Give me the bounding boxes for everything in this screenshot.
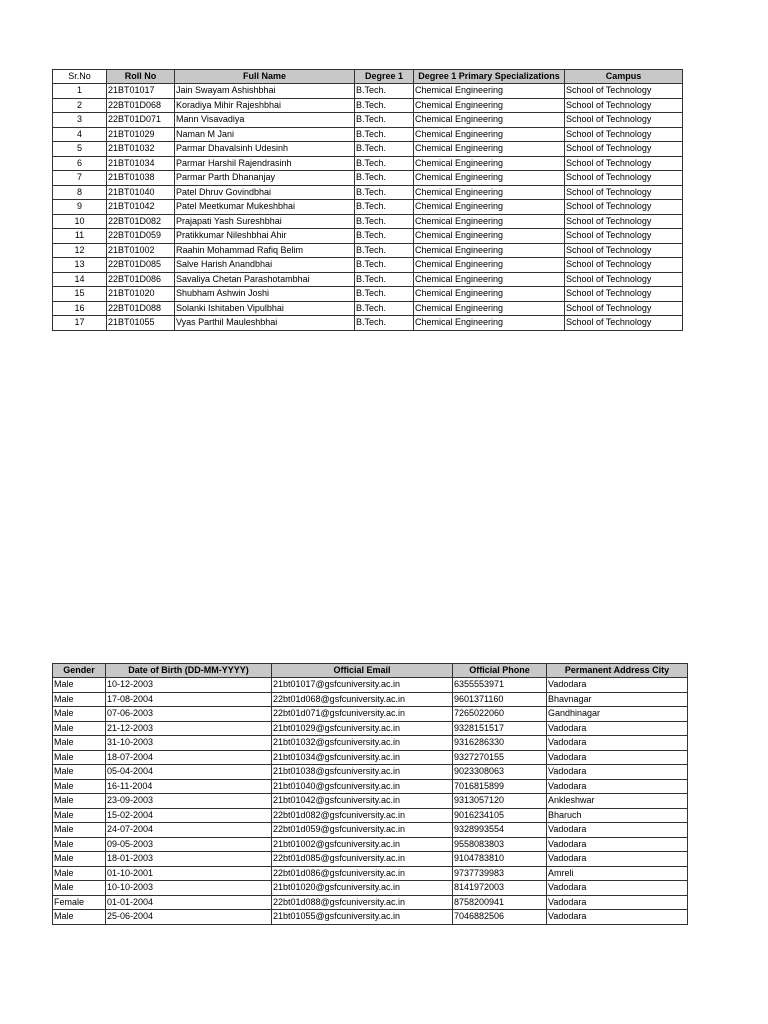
cell-campus: School of Technology [565,98,683,113]
cell-degree: B.Tech. [355,185,414,200]
cell-campus: School of Technology [565,142,683,157]
cell-gender: Male [53,765,106,780]
cell-full-name: Parmar Parth Dhananjay [175,171,355,186]
table-row [53,736,688,751]
cell-full-name: Salve Harish Anandbhai [175,258,355,273]
cell-date-of-birth: 16-11-2004 [106,779,272,794]
cell-date-of-birth: 24-07-2004 [106,823,272,838]
table-row [53,84,683,99]
cell-address-city: Gandhinagar [547,707,688,722]
cell-address-city: Bhavnagar [547,692,688,707]
cell-specialization: Chemical Engineering [414,258,565,273]
cell-official-email: 22bt01d068@gsfcuniversity.ac.in [272,692,453,707]
cell-official-phone: 7265022060 [453,707,547,722]
cell-gender: Male [53,692,106,707]
cell-date-of-birth: 18-07-2004 [106,750,272,765]
cell-gender: Male [53,736,106,751]
cell-official-phone: 9316286330 [453,736,547,751]
cell-official-phone: 9016234105 [453,808,547,823]
cell-specialization: Chemical Engineering [414,272,565,287]
cell-campus: School of Technology [565,301,683,316]
cell-gender: Male [53,721,106,736]
cell-full-name: Shubham Ashwin Joshi [175,287,355,302]
cell-date-of-birth: 01-10-2001 [106,866,272,881]
table-row [53,214,683,229]
cell-degree: B.Tech. [355,156,414,171]
cell-sr-no: 2 [53,98,107,113]
cell-official-phone: 9327270155 [453,750,547,765]
cell-official-email: 21bt01002@gsfcuniversity.ac.in [272,837,453,852]
table-row [53,127,683,142]
cell-specialization: Chemical Engineering [414,113,565,128]
cell-date-of-birth: 10-12-2003 [106,678,272,693]
cell-address-city: Vadodara [547,881,688,896]
table-row [53,171,683,186]
cell-date-of-birth: 10-10-2003 [106,881,272,896]
cell-gender: Male [53,794,106,809]
cell-roll-no: 22BT01D071 [107,113,175,128]
cell-roll-no: 21BT01034 [107,156,175,171]
cell-date-of-birth: 15-02-2004 [106,808,272,823]
cell-gender: Male [53,823,106,838]
cell-gender: Male [53,808,106,823]
cell-sr-no: 17 [53,316,107,331]
table-row [53,881,688,896]
cell-date-of-birth: 05-04-2004 [106,765,272,780]
cell-date-of-birth: 18-01-2003 [106,852,272,867]
cell-sr-no: 9 [53,200,107,215]
cell-official-email: 22bt01d059@gsfcuniversity.ac.in [272,823,453,838]
cell-sr-no: 11 [53,229,107,244]
cell-official-phone: 7046882506 [453,910,547,925]
cell-degree: B.Tech. [355,84,414,99]
cell-specialization: Chemical Engineering [414,301,565,316]
cell-official-email: 21bt01040@gsfcuniversity.ac.in [272,779,453,794]
table-row [53,156,683,171]
cell-official-email: 21bt01038@gsfcuniversity.ac.in [272,765,453,780]
cell-sr-no: 6 [53,156,107,171]
cell-degree: B.Tech. [355,214,414,229]
table-header-row [53,70,683,84]
cell-roll-no: 22BT01D085 [107,258,175,273]
cell-official-email: 21bt01042@gsfcuniversity.ac.in [272,794,453,809]
table-row [53,142,683,157]
cell-roll-no: 21BT01042 [107,200,175,215]
cell-sr-no: 13 [53,258,107,273]
cell-official-email: 22bt01d071@gsfcuniversity.ac.in [272,707,453,722]
cell-roll-no: 22BT01D082 [107,214,175,229]
cell-full-name: Naman M Jani [175,127,355,142]
cell-degree: B.Tech. [355,98,414,113]
table-row [53,185,683,200]
cell-official-phone: 9328993554 [453,823,547,838]
cell-address-city: Bharuch [547,808,688,823]
cell-official-email: 22bt01d085@gsfcuniversity.ac.in [272,852,453,867]
cell-roll-no: 22BT01D088 [107,301,175,316]
cell-official-phone: 9558083803 [453,837,547,852]
table-row [53,852,688,867]
table-row [53,229,683,244]
cell-full-name: Raahin Mohammad Rafiq Belim [175,243,355,258]
cell-roll-no: 21BT01002 [107,243,175,258]
cell-official-phone: 9737739983 [453,866,547,881]
cell-full-name: Solanki Ishitaben Vipulbhai [175,301,355,316]
cell-gender: Male [53,779,106,794]
cell-address-city: Vadodara [547,721,688,736]
cell-address-city: Vadodara [547,750,688,765]
student-details-table [52,69,683,331]
header-official-phone: Official Phone [453,664,547,678]
cell-campus: School of Technology [565,243,683,258]
cell-specialization: Chemical Engineering [414,200,565,215]
table-row [53,910,688,925]
header-campus: Campus [565,70,683,84]
cell-sr-no: 14 [53,272,107,287]
cell-specialization: Chemical Engineering [414,142,565,157]
cell-official-phone: 9023308063 [453,765,547,780]
table-row [53,692,688,707]
cell-address-city: Vadodara [547,736,688,751]
cell-degree: B.Tech. [355,113,414,128]
cell-official-phone: 6355553971 [453,678,547,693]
cell-roll-no: 21BT01038 [107,171,175,186]
cell-full-name: Mann Visavadiya [175,113,355,128]
cell-address-city: Vadodara [547,895,688,910]
cell-date-of-birth: 01-01-2004 [106,895,272,910]
cell-degree: B.Tech. [355,316,414,331]
cell-address-city: Vadodara [547,823,688,838]
cell-roll-no: 21BT01040 [107,185,175,200]
cell-full-name: Patel Dhruv Govindbhai [175,185,355,200]
cell-full-name: Savaliya Chetan Parashotambhai [175,272,355,287]
cell-sr-no: 5 [53,142,107,157]
cell-degree: B.Tech. [355,229,414,244]
cell-specialization: Chemical Engineering [414,171,565,186]
cell-full-name: Pratikkumar Nileshbhai Ahir [175,229,355,244]
cell-official-phone: 9104783810 [453,852,547,867]
cell-roll-no: 22BT01D068 [107,98,175,113]
table-row [53,808,688,823]
cell-sr-no: 3 [53,113,107,128]
cell-full-name: Jain Swayam Ashishbhai [175,84,355,99]
cell-specialization: Chemical Engineering [414,316,565,331]
cell-address-city: Vadodara [547,765,688,780]
cell-sr-no: 16 [53,301,107,316]
cell-specialization: Chemical Engineering [414,84,565,99]
cell-official-phone: 9313057120 [453,794,547,809]
header-roll-no: Roll No [107,70,175,84]
cell-date-of-birth: 31-10-2003 [106,736,272,751]
header-specialization: Degree 1 Primary Specializations [414,70,565,84]
cell-campus: School of Technology [565,156,683,171]
cell-degree: B.Tech. [355,301,414,316]
cell-official-email: 22bt01d082@gsfcuniversity.ac.in [272,808,453,823]
cell-date-of-birth: 23-09-2003 [106,794,272,809]
cell-sr-no: 4 [53,127,107,142]
cell-sr-no: 7 [53,171,107,186]
table-header-row [53,664,688,678]
table-row [53,678,688,693]
cell-specialization: Chemical Engineering [414,243,565,258]
cell-address-city: Vadodara [547,910,688,925]
cell-gender: Female [53,895,106,910]
cell-date-of-birth: 25-06-2004 [106,910,272,925]
cell-official-phone: 9601371160 [453,692,547,707]
table-row [53,287,683,302]
cell-date-of-birth: 09-05-2003 [106,837,272,852]
table-row [53,750,688,765]
table-row [53,765,688,780]
cell-roll-no: 21BT01017 [107,84,175,99]
cell-specialization: Chemical Engineering [414,287,565,302]
table-row [53,895,688,910]
cell-roll-no: 21BT01055 [107,316,175,331]
cell-official-email: 21bt01055@gsfcuniversity.ac.in [272,910,453,925]
header-official-email: Official Email [272,664,453,678]
cell-roll-no: 22BT01D059 [107,229,175,244]
cell-specialization: Chemical Engineering [414,127,565,142]
table-row [53,866,688,881]
cell-degree: B.Tech. [355,243,414,258]
cell-campus: School of Technology [565,316,683,331]
header-address-city: Permanent Address City [547,664,688,678]
cell-full-name: Koradiya Mihir Rajeshbhai [175,98,355,113]
table-row [53,794,688,809]
cell-degree: B.Tech. [355,258,414,273]
header-degree: Degree 1 [355,70,414,84]
cell-full-name: Parmar Dhavalsinh Udesinh [175,142,355,157]
table-row [53,301,683,316]
header-sr-no: Sr.No [53,70,107,84]
cell-full-name: Vyas Parthil Mauleshbhai [175,316,355,331]
cell-official-email: 22bt01d088@gsfcuniversity.ac.in [272,895,453,910]
student-contact-table [52,663,688,925]
cell-address-city: Ankleshwar [547,794,688,809]
cell-gender: Male [53,866,106,881]
cell-specialization: Chemical Engineering [414,156,565,171]
cell-full-name: Prajapati Yash Sureshbhai [175,214,355,229]
cell-sr-no: 12 [53,243,107,258]
cell-date-of-birth: 07-06-2003 [106,707,272,722]
cell-official-email: 21bt01034@gsfcuniversity.ac.in [272,750,453,765]
cell-sr-no: 15 [53,287,107,302]
cell-sr-no: 10 [53,214,107,229]
cell-sr-no: 8 [53,185,107,200]
table-row [53,258,683,273]
table-row [53,98,683,113]
table-row [53,779,688,794]
cell-gender: Male [53,750,106,765]
cell-roll-no: 22BT01D086 [107,272,175,287]
cell-official-phone: 8758200941 [453,895,547,910]
table-row [53,200,683,215]
cell-gender: Male [53,707,106,722]
cell-gender: Male [53,852,106,867]
cell-official-email: 21bt01017@gsfcuniversity.ac.in [272,678,453,693]
cell-official-email: 21bt01032@gsfcuniversity.ac.in [272,736,453,751]
cell-degree: B.Tech. [355,127,414,142]
cell-roll-no: 21BT01020 [107,287,175,302]
cell-campus: School of Technology [565,229,683,244]
cell-full-name: Parmar Harshil Rajendrasinh [175,156,355,171]
table-row [53,113,683,128]
table-row [53,823,688,838]
cell-campus: School of Technology [565,84,683,99]
table-row [53,243,683,258]
header-full-name: Full Name [175,70,355,84]
cell-campus: School of Technology [565,127,683,142]
table-row [53,721,688,736]
cell-roll-no: 21BT01029 [107,127,175,142]
cell-address-city: Vadodara [547,837,688,852]
cell-degree: B.Tech. [355,142,414,157]
cell-campus: School of Technology [565,214,683,229]
cell-address-city: Amreli [547,866,688,881]
cell-official-email: 22bt01d086@gsfcuniversity.ac.in [272,866,453,881]
cell-degree: B.Tech. [355,287,414,302]
cell-official-email: 21bt01029@gsfcuniversity.ac.in [272,721,453,736]
cell-gender: Male [53,910,106,925]
cell-official-email: 21bt01020@gsfcuniversity.ac.in [272,881,453,896]
cell-gender: Male [53,881,106,896]
cell-official-phone: 9328151517 [453,721,547,736]
cell-specialization: Chemical Engineering [414,229,565,244]
cell-specialization: Chemical Engineering [414,214,565,229]
cell-degree: B.Tech. [355,272,414,287]
cell-address-city: Vadodara [547,852,688,867]
cell-date-of-birth: 21-12-2003 [106,721,272,736]
cell-roll-no: 21BT01032 [107,142,175,157]
cell-degree: B.Tech. [355,171,414,186]
header-date-of-birth: Date of Birth (DD-MM-YYYY) [106,664,272,678]
cell-campus: School of Technology [565,258,683,273]
cell-specialization: Chemical Engineering [414,98,565,113]
cell-official-phone: 7016815899 [453,779,547,794]
cell-address-city: Vadodara [547,678,688,693]
table-row [53,837,688,852]
cell-campus: School of Technology [565,185,683,200]
cell-campus: School of Technology [565,171,683,186]
cell-date-of-birth: 17-08-2004 [106,692,272,707]
cell-specialization: Chemical Engineering [414,185,565,200]
cell-sr-no: 1 [53,84,107,99]
cell-degree: B.Tech. [355,200,414,215]
cell-campus: School of Technology [565,200,683,215]
header-gender: Gender [53,664,106,678]
table-row [53,316,683,331]
cell-campus: School of Technology [565,113,683,128]
cell-full-name: Patel Meetkumar Mukeshbhai [175,200,355,215]
cell-gender: Male [53,837,106,852]
table-row [53,707,688,722]
cell-campus: School of Technology [565,272,683,287]
cell-gender: Male [53,678,106,693]
cell-address-city: Vadodara [547,779,688,794]
table-row [53,272,683,287]
cell-official-phone: 8141972003 [453,881,547,896]
cell-campus: School of Technology [565,287,683,302]
